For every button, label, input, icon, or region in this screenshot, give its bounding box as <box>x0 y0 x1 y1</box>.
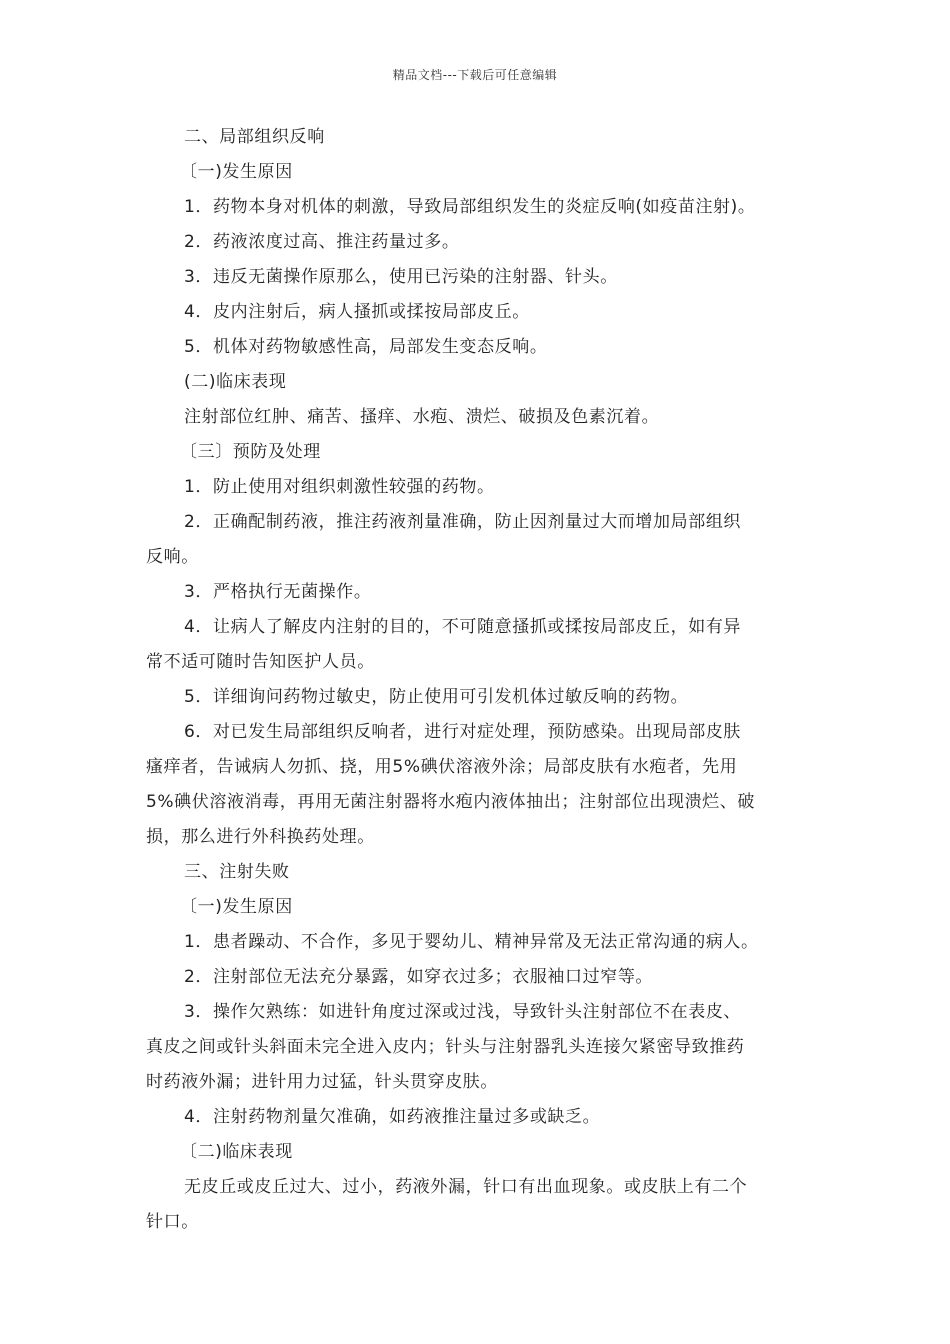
text-line: 针口。 <box>146 1212 199 1232</box>
text-line: 3．严格执行无菌操作。 <box>184 582 372 602</box>
text-line: 真皮之间或针头斜面未完全进入皮内；针头与注射器乳头连接欠紧密导致推药 <box>146 1037 745 1057</box>
text-line: 损，那么进行外科换药处理。 <box>146 827 375 847</box>
text-line: 1．患者躁动、不合作，多见于婴幼儿、精神异常及无法正常沟通的病人。 <box>184 932 759 952</box>
document-body <box>146 120 816 1240</box>
text-line: 6．对已发生局部组织反响者，进行对症处理，预防感染。出现局部皮肤 <box>184 722 742 742</box>
text-line: (二)临床表现 <box>184 372 287 392</box>
text-line: 常不适可随时告知医护人员。 <box>146 652 375 672</box>
text-line: 注射部位红肿、痛苦、搔痒、水疱、溃烂、破损及色素沉着。 <box>184 407 660 427</box>
text-line: 4．注射药物剂量欠准确，如药液推注量过多或缺乏。 <box>184 1107 601 1127</box>
text-line: 5%碘伏溶液消毒，再用无菌注射器将水疱内液体抽出；注射部位出现溃烂、破 <box>146 792 755 812</box>
text-line: 〔一)发生原因 <box>180 162 293 182</box>
text-line: 〔一)发生原因 <box>180 897 293 917</box>
page-header: 精品文档---下载后可任意编辑 <box>392 68 558 82</box>
text-line: 3．操作欠熟练：如进针角度过深或过浅，导致针头注射部位不在表皮、 <box>184 1002 742 1022</box>
text-line: 2．注射部位无法充分暴露，如穿衣过多；衣服袖口过窄等。 <box>184 967 654 987</box>
text-line: 5．机体对药物敏感性高，局部发生变态反响。 <box>184 337 548 357</box>
text-line: 反响。 <box>146 547 199 567</box>
text-line: 5．详细询问药物过敏史，防止使用可引发机体过敏反响的药物。 <box>184 687 689 707</box>
text-line: 1．防止使用对组织刺激性较强的药物。 <box>184 477 495 497</box>
text-line: 4．让病人了解皮内注射的目的，不可随意搔抓或揉按局部皮丘，如有异 <box>184 617 742 637</box>
text-line: 〔三〕预防及处理 <box>180 442 321 462</box>
text-line: 3．违反无菌操作原那么，使用已污染的注射器、针头。 <box>184 267 618 287</box>
text-line: 1．药物本身对机体的刺激，导致局部组织发生的炎症反响(如疫苗注射)。 <box>184 197 756 217</box>
text-line: 2．药液浓度过高、推注药量过多。 <box>184 232 460 252</box>
text-line: 2．正确配制药液，推注药液剂量准确，防止因剂量过大而增加局部组织 <box>184 512 742 532</box>
text-line: 瘙痒者，告诫病人勿抓、挠，用5%碘伏溶液外涂；局部皮肤有水疱者，先用 <box>146 757 738 777</box>
text-line: 无皮丘或皮丘过大、过小，药液外漏，针口有出血现象。或皮肤上有二个 <box>184 1177 748 1197</box>
text-line: 4．皮内注射后，病人搔抓或揉按局部皮丘。 <box>184 302 530 322</box>
text-line: 〔二)临床表现 <box>180 1142 293 1162</box>
text-line: 二、局部组织反响 <box>184 127 325 147</box>
text-line: 时药液外漏；进针用力过猛，针头贯穿皮肤。 <box>146 1072 498 1092</box>
text-line: 三、注射失败 <box>184 862 290 882</box>
